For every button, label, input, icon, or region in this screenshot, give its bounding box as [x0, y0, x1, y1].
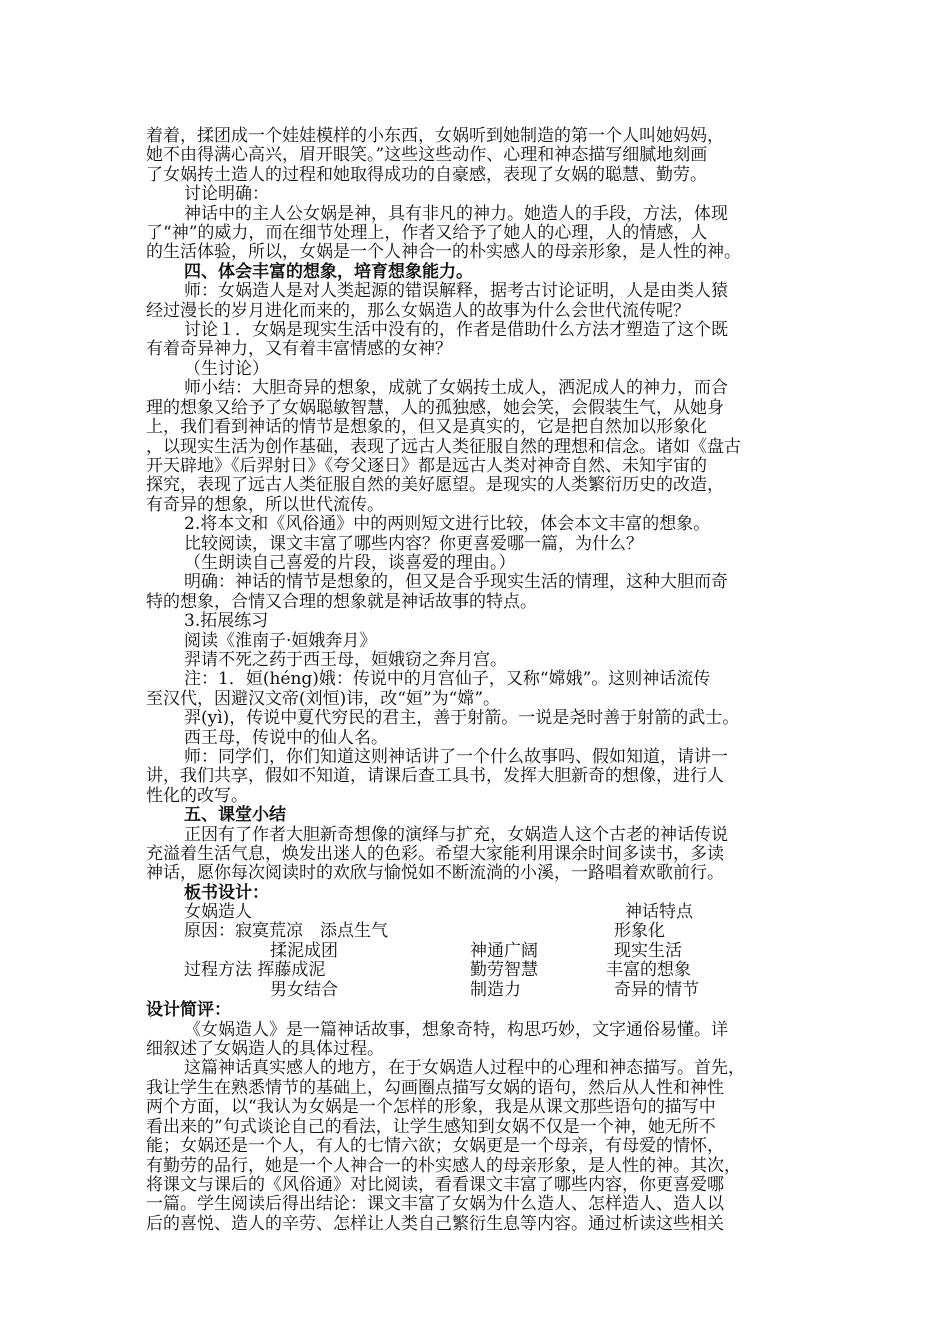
board-feature: 现实生活 [614, 941, 682, 962]
text-line: 她不由得满心高兴，眉开眼笑。”这些这些动作、心理和神态描写细腻地刻画 [146, 145, 708, 166]
text-line: 西王母，传说中的仙人名。 [184, 727, 388, 748]
board-features-title: 神话特点 [625, 902, 693, 923]
text-line: 阅读《淮南子·姮娥奔月》 [184, 630, 377, 651]
board-quality: 神通广阔 [470, 941, 538, 962]
text-line: （生朗读自己喜爱的片段，谈喜爱的理由。） [184, 552, 516, 573]
board-quality: 勤劳智慧 [470, 960, 538, 981]
text-line: 师：同学们，你们知道这则神话讲了一个什么故事吗、假如知道，请讲一 [184, 747, 728, 767]
text-line: 比较阅读，课文丰富了哪些内容？你更喜爱哪一篇，为什么？ [184, 533, 643, 554]
board-feature: 奇异的情节 [614, 980, 699, 1001]
board-process: 男女结合 [270, 980, 338, 1001]
text-line: 师小结：大胆奇异的想象，成就了女娲抟土成人，洒泥成人的神力，而合 [184, 378, 728, 399]
text-line: 两个方面，以“我认为女娲是一个怎样的形象，我是从课文那些语句的描写中 [146, 1097, 716, 1118]
text-line: 探究，表现了远古人类征服自然的美好愿望。是现实的人类繁衍历史的改造， [146, 475, 724, 496]
body-text [146, 127, 811, 1234]
text-line: 理的想象又给予了女娲聪敏智慧，人的孤独感，她会笑，会假装生气，从她身 [146, 397, 724, 418]
text-line: 明确：神话的情节是想象的，但又是合乎现实生活的情理，这种大胆而奇 [184, 572, 728, 593]
board-design [146, 903, 811, 1001]
board-cause: 原因：寂寞荒凉 添点生气 [184, 921, 388, 942]
text-line: 了“神”的威力，而在细节处理上，作者又给予了她人的心理，人的情感，人 [146, 223, 708, 244]
text-line: 《女娲造人》是一篇神话故事，想象奇特，构思巧妙，文字通俗易懂。详 [184, 1019, 728, 1040]
section-heading: 四、体会丰富的想象，培育想象能力。 [184, 261, 473, 282]
text-line: 有勤劳的品行，她是一个人神合一的朴实感人的母亲形象，是人性的神。其次， [146, 1155, 741, 1176]
text-line: 后的喜悦、造人的辛劳、怎样让人类自己繁衍生息等内容。通过析读这些相关 [146, 1213, 724, 1234]
text-line: 至汉代，因避汉文帝(刘恒)讳，改“姮”为“嫦”。 [146, 688, 501, 709]
text-line: 讨论１．女娲是现实生活中没有的，作者是借助什么方法才塑造了这个既 [184, 320, 728, 341]
text-line: 了女娲抟土造人的过程和她取得成功的自豪感，表现了女娲的聪慧、勤劳。 [146, 164, 707, 185]
text-line: 讲，我们共享，假如不知道，请课后查工具书，发挥大胆新奇的想像，进行人 [146, 766, 724, 787]
board-quality: 制造力 [470, 980, 521, 1001]
text-line: 有奇异的想象，所以世代流传。 [146, 494, 384, 515]
text-line: 我让学生在熟悉情节的基础上，勾画圈点描写女娲的语句，然后从人性和神性 [146, 1077, 724, 1098]
text-line: ，以现实生活为创作基础，表现了远古人类征服自然的理想和信念。诸如《盘古 [146, 436, 741, 457]
text-line: 羿(yì)，传说中夏代穷民的君主，善于射箭。一说是尧时善于射箭的武士。 [184, 708, 740, 729]
text-line: 充溢着生活气息，焕发出迷人的色彩。希望大家能利用课余时间多读书，多读 [146, 844, 724, 865]
board-title: 女娲造人 [184, 902, 252, 923]
review-heading: 设计简评： [146, 1000, 231, 1021]
text-line: 经过漫长的岁月进化而来的，那么女娲造人的故事为什么会世代流传呢？ [146, 300, 690, 321]
board-feature: 形象化 [614, 921, 665, 942]
text-line: 开天辟地》《后羿射日》《夸父逐日》都是远古人类对神奇自然、未知宇宙的 [146, 455, 707, 476]
text-line: 羿请不死之药于西王母，姮娥窃之奔月宫。 [184, 649, 507, 670]
text-line: 细叙述了女娲造人的具体过程。 [146, 1039, 384, 1060]
text-line: 讨论明确： [184, 184, 269, 205]
text-line: 神话，愿你每次阅读时的欢欣与愉悦如不断流淌的小溪，一路唱着欢歌前行。 [146, 863, 724, 884]
text-line: 看出来的”句式谈论自己的看法，让学生感知到女娲不仅是一个神，她无所不 [146, 1116, 716, 1137]
section-heading: 五、课堂小结 [184, 805, 286, 826]
text-line: 将课文与课后的《风俗通》对比阅读，看看课文丰富了哪些内容，你更喜爱哪 [146, 1174, 724, 1195]
text-line: 性化的改写。 [146, 785, 248, 806]
board-process: 揉泥成团 [270, 941, 338, 962]
text-line: 上，我们看到神话的情节是想象的，但又是真实的，它是把自然加以形象化 [146, 417, 707, 438]
board-process: 过程方法 挥藤成泥 [184, 960, 326, 981]
text-line: 师：女娲造人是对人类起源的错误解释，据考古讨论证明，人是由类人猿 [184, 281, 728, 302]
text-line: 着着，揉团成一个娃娃模样的小东西，女娲听到她制造的第一个人叫她妈妈， [146, 126, 724, 146]
text-line: 正因有了作者大胆新奇想像的演绎与扩充，女娲造人这个古老的神话传说 [184, 824, 728, 845]
text-line: 神话中的主人公女娲是神，具有非凡的神力。她造人的手段，方法，体现 [184, 203, 728, 224]
text-line: （生讨论） [184, 358, 269, 379]
text-line: 注：1．姮(héng)娥：传说中的月宫仙子，又称“嫦娥”。这则神话流传 [184, 669, 711, 690]
board-design-heading: 板书设计： [184, 882, 269, 903]
text-line: 有着奇异神力，又有着丰富情感的女神？ [146, 339, 452, 360]
text-line: 2.将本文和《风俗通》中的两则短文进行比较，体会本文丰富的想象。 [184, 514, 711, 535]
text-line: 一篇。学生阅读后得出结论：课文丰富了女娲为什么造人、怎样造人、造人以 [146, 1194, 724, 1215]
text-line: 这篇神话真实感人的地方，在于女娲造人过程中的心理和神态描写。首先， [184, 1058, 745, 1079]
text-line: 特的想象，合情又合理的想象就是神话故事的特点。 [146, 591, 537, 612]
text-line: 3.拓展练习 [184, 611, 269, 632]
text-line: 能；女娲还是一个人，有人的七情六欲；女娲更是一个母亲，有母爱的情怀， [146, 1136, 724, 1157]
text-line: 的生活体验，所以，女娲是一个人神合一的朴实感人的母亲形象，是人性的神。 [146, 242, 741, 263]
board-feature: 丰富的想象 [606, 960, 691, 981]
